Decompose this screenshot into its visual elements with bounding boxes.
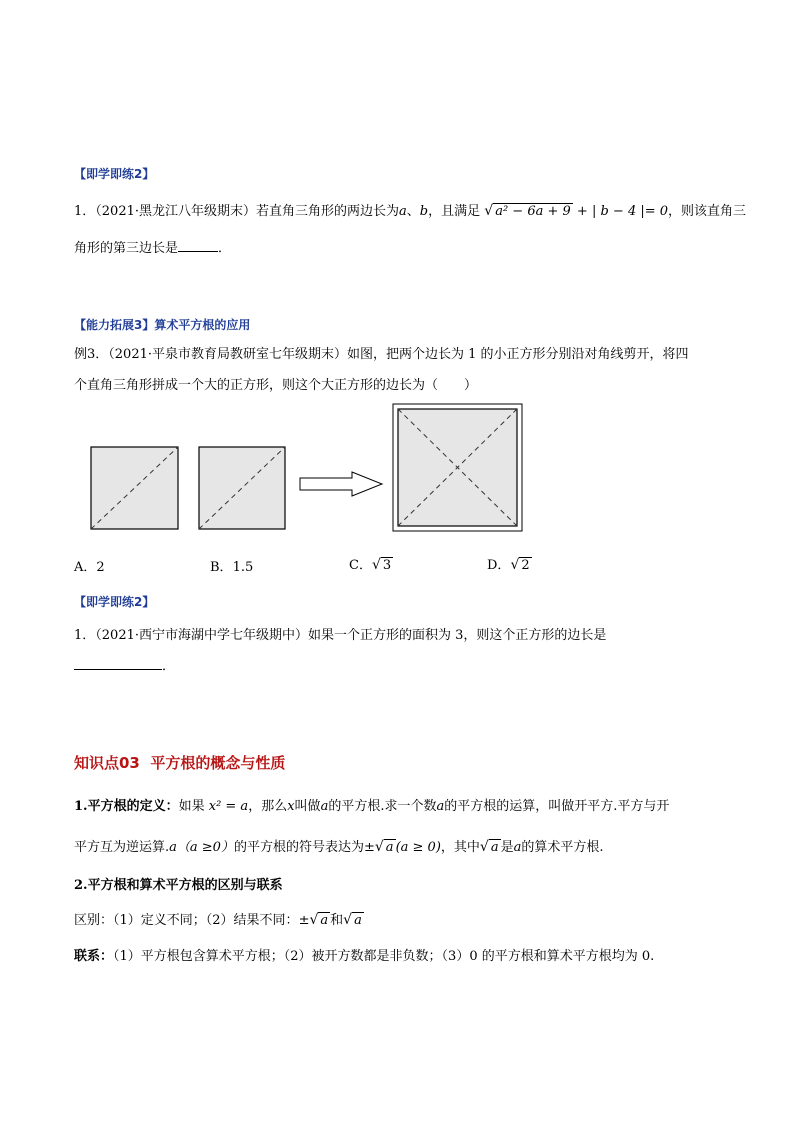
definition-line-1: 1.平方根的定义：如果 x² = a，那么x叫做a的平方根.求一个数a的平方根的运算，叫做开平方.平方与开 xyxy=(74,799,670,814)
example-3-line-2: 个直角三角形拼成一个大的正方形，则这个大正方形的边长为（ ） xyxy=(74,378,478,393)
practice-question-1-line-2: 角形的第三边长是 ． xyxy=(74,237,231,256)
practice-question-1-line-1: 1．（2021·黑龙江八年级期末）若直角三角形的两边长为a、b，且满足 √ a² − 6a + 9 + | b − 4 |= 0，则该直角三 xyxy=(74,203,747,219)
connection-line: 联系：（1）平方根包含算术平方根；（2）被开方数都是非负数；（3）0 的平方根和算术平方根均为 0. xyxy=(74,949,655,964)
section-2-heading: 2.平方根和算术平方根的区别与联系 xyxy=(74,878,283,893)
radical-formula: √ a² − 6a + 9 xyxy=(484,203,571,219)
knowledge-point-heading: 知识点03 平方根的概念与性质 xyxy=(74,754,286,772)
practice-question-2-line-2: ． xyxy=(74,655,175,674)
definition-line-2: 平方互为逆运算.a（a ≥0）的平方根的符号表达为±√ a (a ≥ 0)，其中√ a 是a的算术平方根. xyxy=(74,839,604,855)
small-square-2 xyxy=(199,447,285,529)
small-square-1 xyxy=(91,447,178,529)
option-b[interactable]: B．1.5 xyxy=(210,560,254,575)
arrow-icon xyxy=(300,472,382,496)
example-3-line-1: 例3．（2021·平泉市教育局教研室七年级期末）如图，把两个边长为 1 的小正方形分别沿对角线剪开，将四 xyxy=(74,347,689,362)
practice-question-2-line-1: 1．（2021·西宁市海湖中学七年级期中）如果一个正方形的面积为 3，则这个正方形的边长是 xyxy=(74,628,607,643)
practice-tag-2: 【即学即练2】 xyxy=(74,595,155,609)
practice-tag-1: 【即学即练2】 xyxy=(74,167,155,181)
option-a[interactable]: A．2 xyxy=(74,560,105,575)
option-d[interactable]: D．√ 2 xyxy=(487,557,530,573)
answer-blank[interactable] xyxy=(74,656,162,670)
option-c[interactable]: C．√ 3 xyxy=(349,557,392,573)
difference-line: 区别：（1）定义不同；（2）结果不同：±√ a 和√ a xyxy=(74,912,362,928)
big-square xyxy=(393,404,522,531)
extension-heading: 【能力拓展3】算术平方根的应用 xyxy=(74,318,251,332)
